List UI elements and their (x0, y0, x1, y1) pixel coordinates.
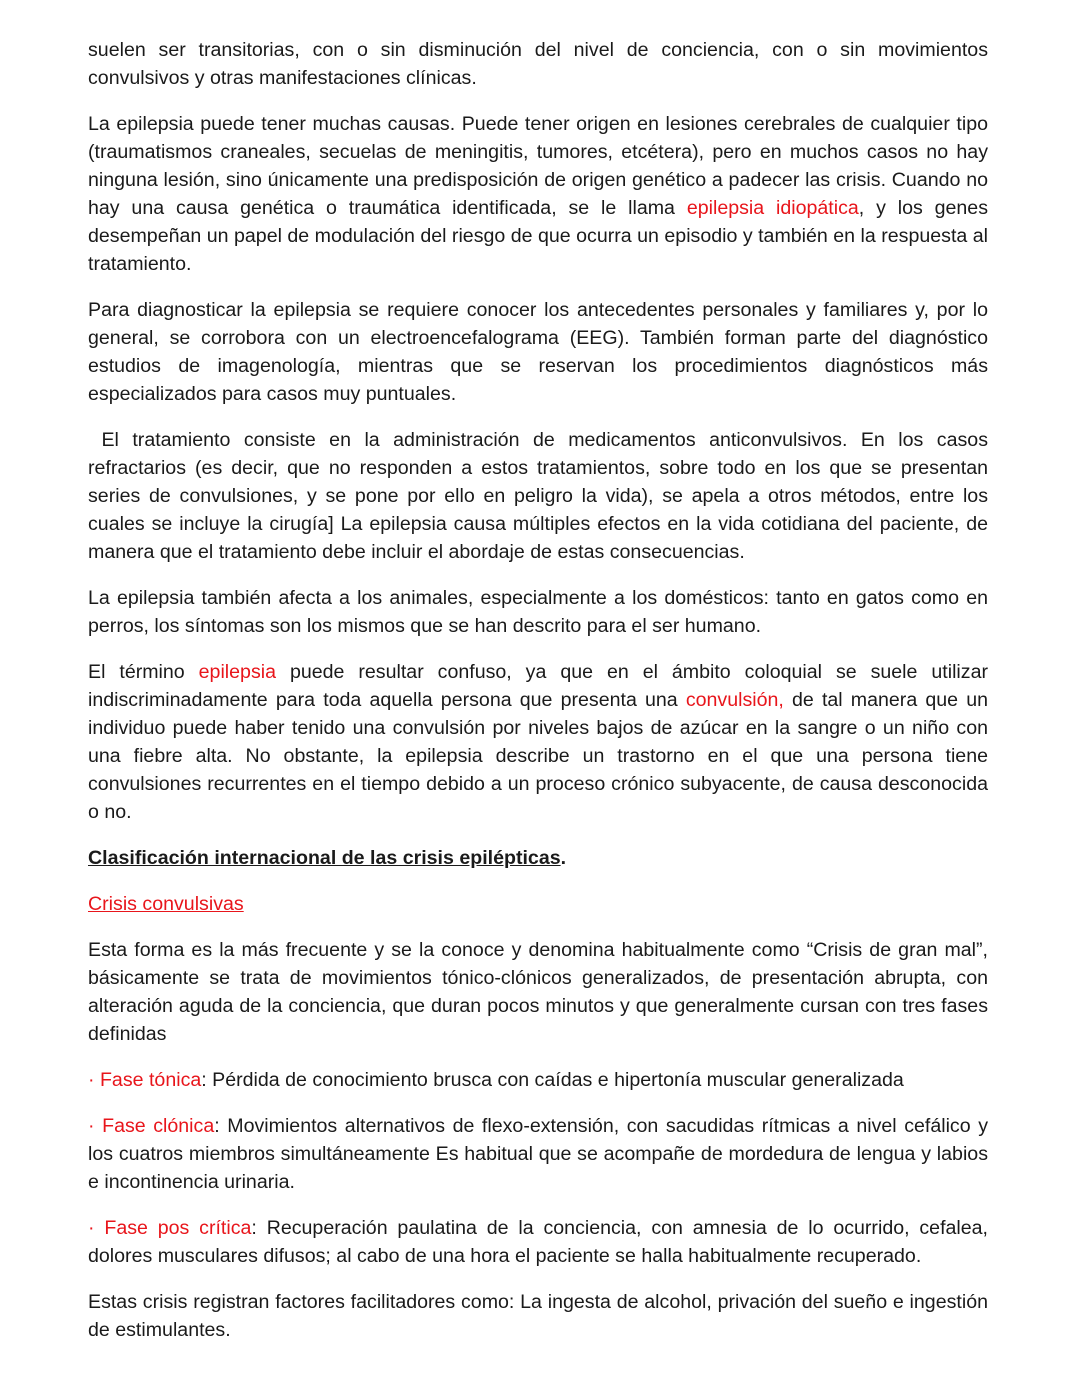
heading-period: . (560, 847, 567, 869)
phase-item (88, 1066, 988, 1094)
phase-label: · Fase clónica (88, 1115, 215, 1137)
text: de tal manera que un individuo puede haber tenido una convulsión por niveles bajos de azúcar en la sangre o un niño con una fiebre alta. No obstante, la epilepsia describe un trastorno en el que una persona tiene convulsiones recurrentes en el tiempo debido a un proceso crónico subyacente, de causa desconocida o no. (88, 689, 988, 823)
phase-text: : Recuperación paulatina de la conciencia, con amnesia de lo ocurrido, cefalea, dolores musculares difusos; al cabo de una hora el paciente se halla habitualmente recuperado. (88, 1217, 989, 1267)
paragraph-diagnosis: Para diagnosticar la epilepsia se requiere conocer los antecedentes personales y familiares y, por lo general, se corrobora con un electroencefalograma (EEG). También forman parte del diagnóstico estudios de imagenología, mientras que se reservan los procedimientos diagnósticos más especializados para casos muy puntuales. (88, 299, 988, 405)
paragraph-intro-continuation: suelen ser transitorias, con o sin disminución del nivel de conciencia, con o sin movimientos convulsivos y otras manifestaciones clínicas. (88, 39, 988, 89)
paragraph-causes (88, 110, 988, 278)
phase-item (88, 1214, 988, 1270)
paragraph-facilitating-factors: Estas crisis registran factores facilitadores como: La ingesta de alcohol, privación del sueño e ingestión de estimulantes. (88, 1291, 988, 1341)
phase-label: · Fase pos crítica (88, 1217, 252, 1239)
subheading-crisis-convulsivas: Crisis convulsivas (88, 893, 244, 915)
phase-text: : Movimientos alternativos de flexo-extensión, con sacudidas rítmicas a nivel cefálico y los cuatros miembros simultáneamente Es habitual que se acompañe de mordedura de lengua y labios e incontinencia urinaria. (88, 1115, 988, 1193)
document-page (88, 36, 994, 1362)
highlight-convulsion: convulsión, (685, 689, 784, 711)
text: La epilepsia puede tener muchas causas. Puede tener origen en lesiones cerebrales de cualquier tipo (traumatismos craneales, secuelas de meningitis, tumores, etcétera), pero en muchos casos no hay ninguna lesión, sino únicamente una predisposición de origen genético a padecer las crisis. Cuando no hay una causa genética o traumática identificada, se le llama (88, 113, 988, 219)
text: , y los genes desempeñan un papel de modulación del riesgo de que ocurra un episodio y también en la respuesta al tratamiento. (88, 197, 989, 275)
heading-text: Clasificación internacional de las crisis epilépticas (88, 847, 561, 869)
paragraph-treatment: El tratamiento consiste en la administración de medicamentos anticonvulsivos. En los casos refractarios (es decir, que no responden a estos tratamientos, sobre todo en los que se presentan series de convulsiones, y se pone por ello en peligro la vida), se apela a otros métodos, entre los cuales se incluye la cirugía] La epilepsia causa múltiples efectos en la vida cotidiana del paciente, de manera que el tratamiento debe incluir el abordaje de estas consecuencias. (88, 429, 994, 563)
phase-label: · Fase tónica (88, 1069, 202, 1091)
paragraph-gran-mal: Esta forma es la más frecuente y se la conoce y denomina habitualmente como “Crisis de gran mal”, básicamente se trata de movimientos tónico-clónicos generalizados, de presentación abrupta, con alteración aguda de la conciencia, que duran pocos minutos y que generalmente cursan con tres fases definidas (88, 939, 988, 1045)
paragraph-animals: La epilepsia también afecta a los animales, especialmente a los domésticos: tanto en gatos como en perros, los síntomas son los mismos que se han descrito para el ser humano. (88, 587, 988, 637)
highlight-epilepsia: epilepsia (198, 661, 276, 683)
phase-item (88, 1112, 988, 1196)
paragraph-terminology (88, 658, 988, 826)
highlight-epilepsia-idiopatica: epilepsia idiopática (686, 197, 859, 219)
section-heading (88, 844, 988, 872)
text: puede resultar confuso, ya que en el ámbito coloquial se suele utilizar indiscriminadamente para toda aquella persona que presenta una (88, 661, 988, 711)
text: El término (88, 661, 199, 683)
phase-text: : Pérdida de conocimiento brusca con caídas e hipertonía muscular generalizada (201, 1069, 904, 1091)
subheading (88, 890, 988, 918)
